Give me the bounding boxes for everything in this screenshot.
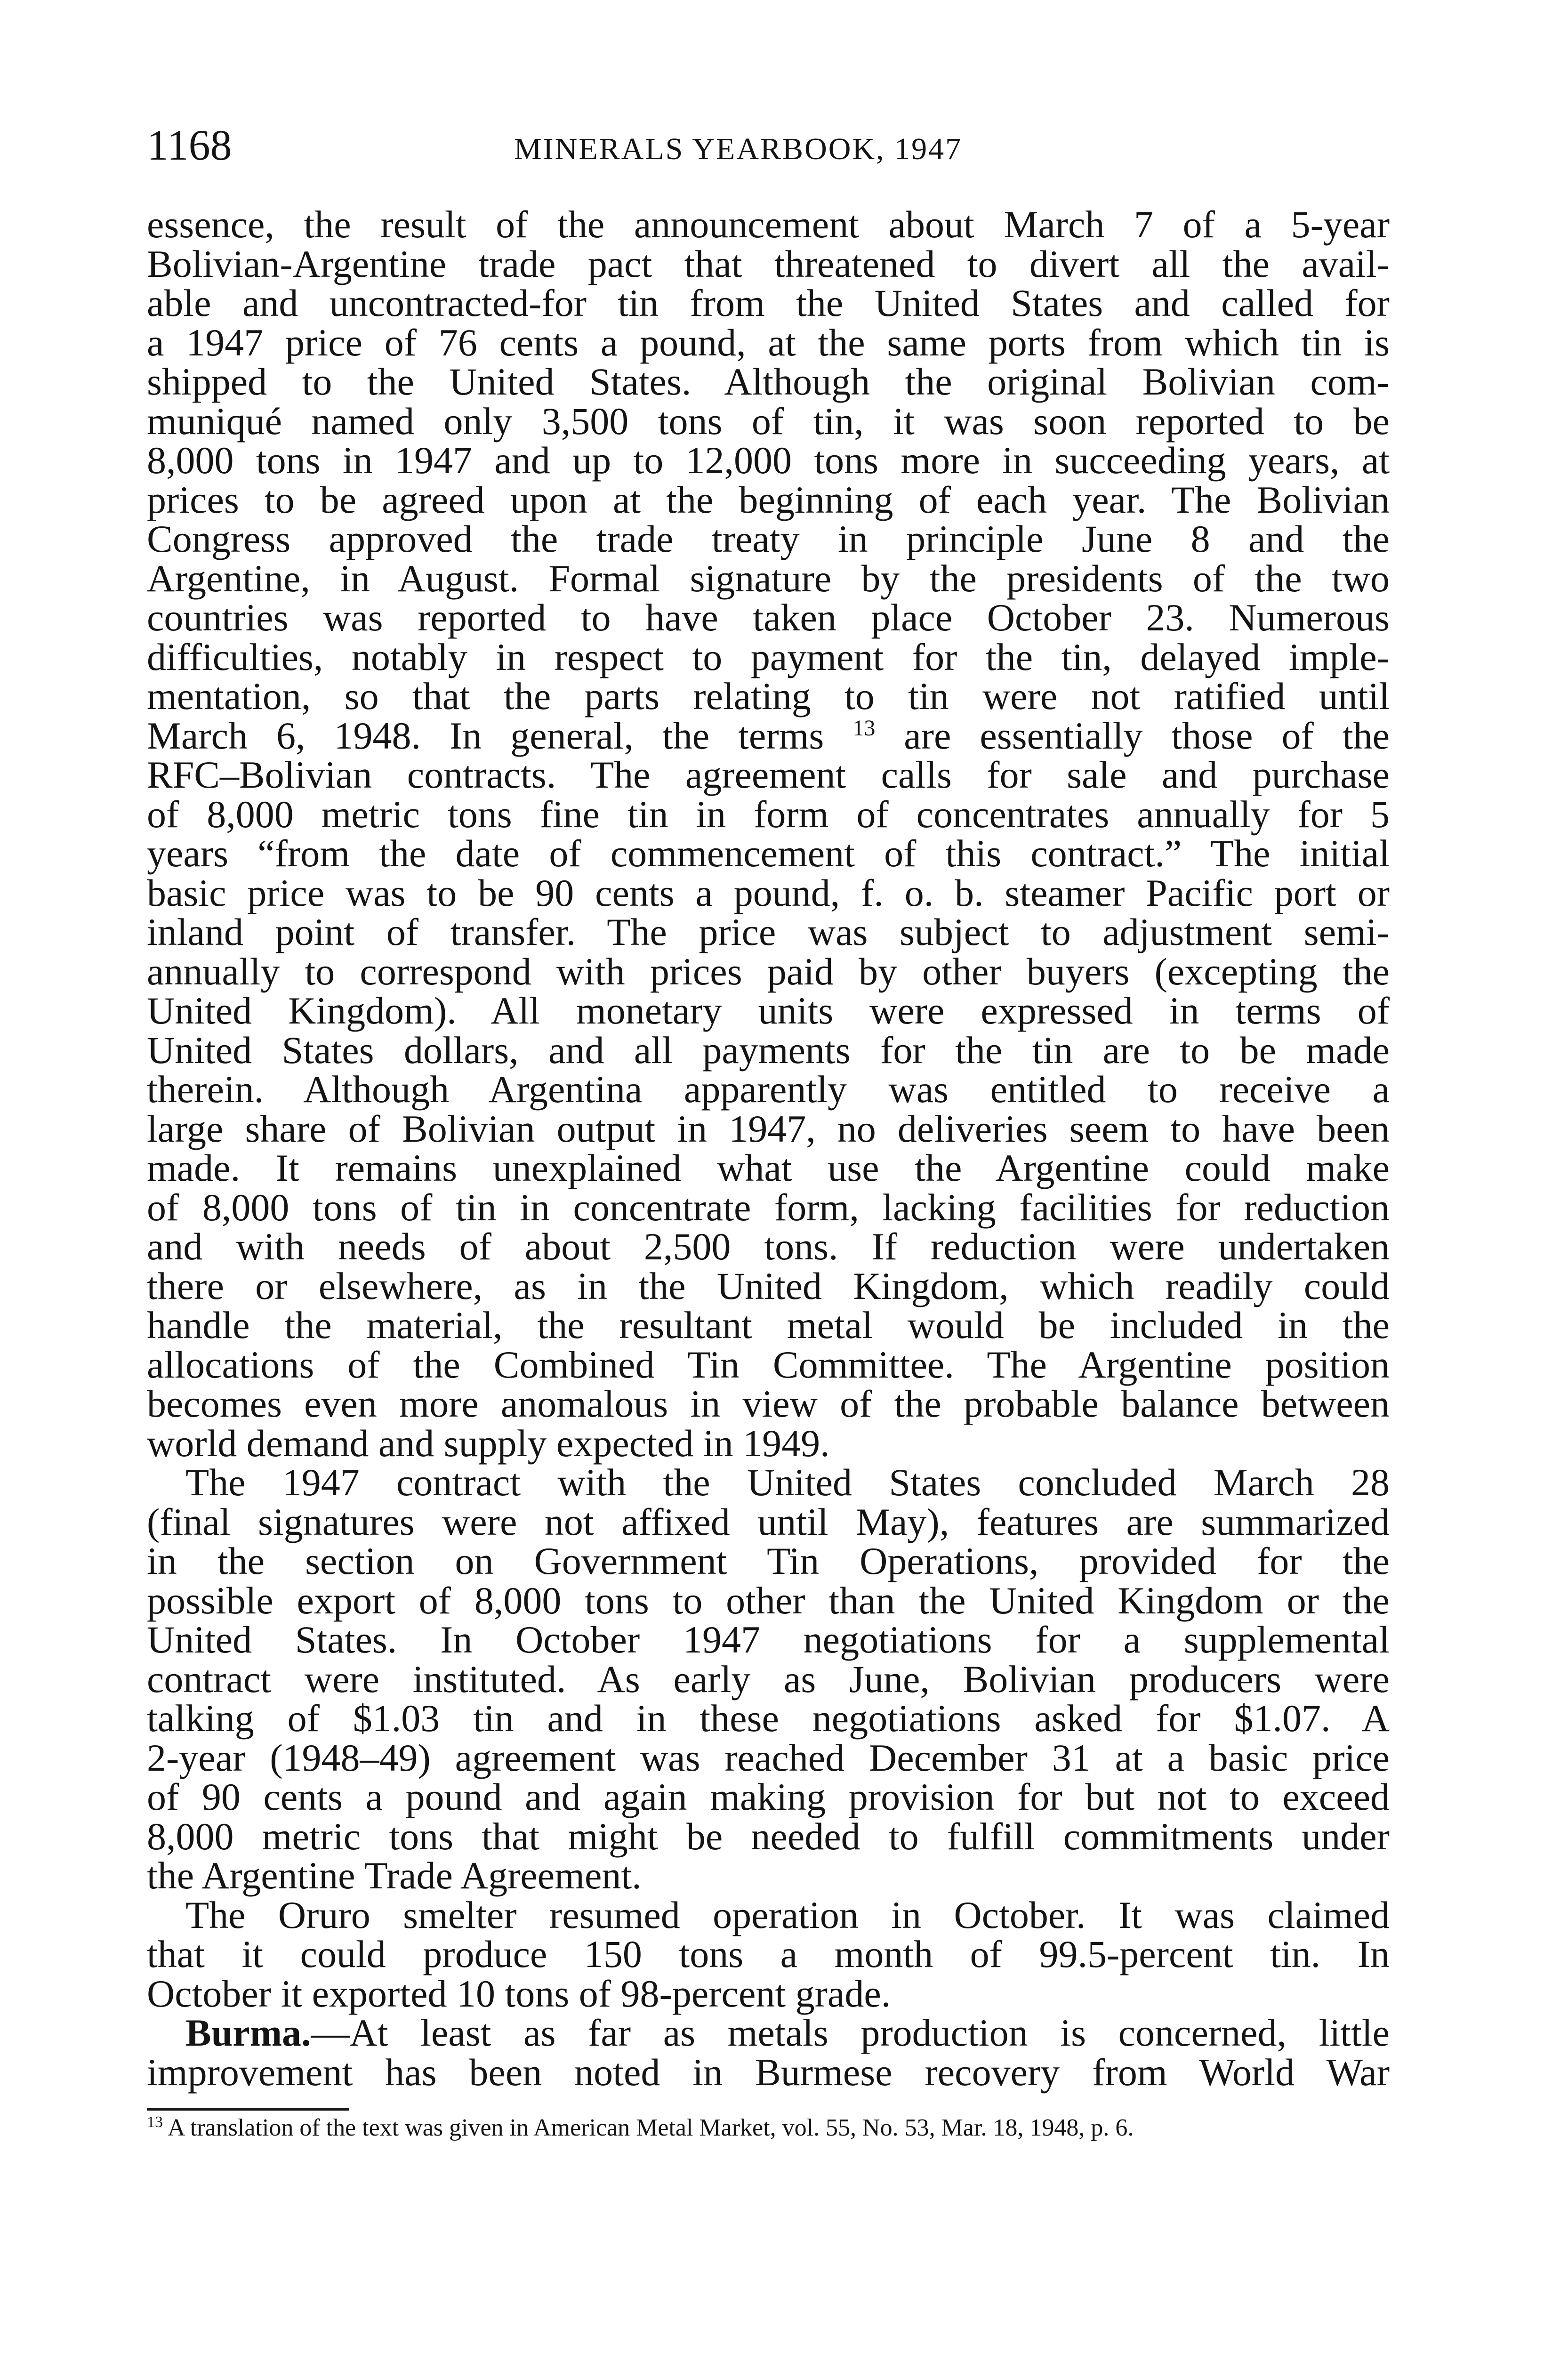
- text-line: possible export of 8,000 tons to other than the United Kingdom or the: [147, 1579, 1390, 1622]
- text-line: Bolivian-Argentine trade pact that threatened to divert all the avail-: [147, 242, 1390, 285]
- text-line: difficulties, notably in respect to payment for the tin, delayed imple-: [147, 635, 1390, 678]
- text-line: of 8,000 tons of tin in concentrate form, lacking facilities for reduction: [147, 1185, 1390, 1229]
- text-line: mentation, so that the parts relating to tin were not ratified until: [147, 675, 1390, 717]
- text-line: countries was reported to have taken place October 23. Numerous: [147, 596, 1390, 639]
- text-line: The Oruro smelter resumed operation in October. It was claimed: [185, 1893, 1390, 1936]
- section-run-in-heading: Burma.: [185, 2011, 311, 2054]
- text-line: improvement has been noted in Burmese recovery from World War: [147, 2050, 1390, 2094]
- text-line: allocations of the Combined Tin Committee. The Argentine position: [147, 1343, 1390, 1386]
- text-line: United States dollars, and all payments for the tin are to be made: [147, 1028, 1390, 1072]
- running-head: MINERALS YEARBOOK, 1947: [514, 132, 963, 166]
- text-segment: —At least as far as metals production is concerned, little: [311, 2011, 1390, 2054]
- text-line: 8,000 tons in 1947 and up to 12,000 tons more in succeeding years, at: [147, 439, 1390, 482]
- text-line: that it could produce 150 tons a month of 99.5-percent tin. In: [147, 1933, 1390, 1975]
- text-line: the Argentine Trade Agreement.: [147, 1854, 642, 1897]
- text-line: talking of $1.03 tin and in these negotiations asked for $1.07. A: [147, 1697, 1390, 1740]
- text-line: United States. In October 1947 negotiations for a supplemental: [147, 1618, 1390, 1661]
- text-line: years “from the date of commencement of this contract.” The initial: [147, 832, 1390, 875]
- text-line: able and uncontracted-for tin from the United States and called for: [147, 282, 1390, 324]
- text-segment: March 6, 1948. In general, the terms: [147, 714, 824, 757]
- text-line: RFC–Bolivian contracts. The agreement calls for sale and purchase: [147, 753, 1390, 796]
- text-line: (final signatures were not affixed until May), features are summarized: [147, 1500, 1390, 1543]
- text-line: handle the material, the resultant metal would be included in the: [147, 1304, 1390, 1346]
- text-line: a 1947 price of 76 cents a pound, at the same ports from which tin is: [147, 321, 1390, 364]
- text-line: annually to correspond with prices paid by other buyers (excepting the: [147, 950, 1390, 993]
- footnote-divider: [147, 2108, 349, 2111]
- text-line: 8,000 metric tons that might be needed to fulfill commitments under: [147, 1814, 1390, 1858]
- text-line: world demand and supply expected in 1949.: [147, 1421, 830, 1465]
- text-line: of 8,000 metric tons fine tin in form of concentrates annually for 5: [147, 792, 1390, 836]
- text-line: of 90 cents a pound and again making provision for but not to exceed: [147, 1775, 1390, 1818]
- text-line: contract were instituted. As early as June, Bolivian producers were: [147, 1657, 1390, 1701]
- footnote: [147, 2114, 1390, 2142]
- page-header: [147, 121, 1390, 173]
- text-line: prices to be agreed upon at the beginning of each year. The Bolivian: [147, 478, 1390, 521]
- text-line: inland point of transfer. The price was subject to adjustment semi-: [147, 911, 1390, 953]
- text-line: muniqué named only 3,500 tons of tin, it was soon reported to be: [147, 399, 1390, 443]
- text-line: Argentine, in August. Formal signature by the presidents of the two: [147, 556, 1390, 600]
- text-line-with-run-in-head: [147, 2013, 1390, 2053]
- text-line: and with needs of about 2,500 tons. If reduction were undertaken: [147, 1225, 1390, 1268]
- text-line: becomes even more anomalous in view of the probable balance between: [147, 1382, 1390, 1425]
- page-number: 1168: [147, 121, 232, 169]
- text-line: 2-year (1948–49) agreement was reached December 31 at a basic price: [147, 1736, 1390, 1779]
- footnote-text: A translation of the text was given in American Metal Market, vol. 55, No. 53, Mar. 18, 1948, p. 6.: [168, 2114, 1134, 2141]
- body-text: [147, 205, 1390, 2092]
- text-line-with-footnote: [147, 716, 1390, 756]
- text-line: shipped to the United States. Although the original Bolivian com-: [147, 360, 1390, 403]
- text-line: therein. Although Argentina apparently was entitled to receive a: [147, 1068, 1390, 1111]
- text-line: essence, the result of the announcement about March 7 of a 5-year: [147, 203, 1390, 246]
- text-line: Congress approved the trade treaty in principle June 8 and the: [147, 517, 1390, 560]
- text-line: basic price was to be 90 cents a pound, f. o. b. steamer Pacific port or: [147, 871, 1390, 914]
- text-line: United Kingdom). All monetary units were expressed in terms of: [147, 989, 1390, 1032]
- text-line: October it exported 10 tons of 98-percent grade.: [147, 1972, 891, 2015]
- text-line: large share of Bolivian output in 1947, no deliveries seem to have been: [147, 1107, 1390, 1150]
- paragraph-3: [147, 1895, 1390, 2014]
- text-segment: are essentially those of the: [904, 714, 1390, 757]
- text-line: The 1947 contract with the United States concluded March 28: [185, 1461, 1390, 1504]
- paragraph-1: [147, 205, 1390, 1463]
- text-line: there or elsewhere, as in the United Kingdom, which readily could: [147, 1264, 1390, 1307]
- footnote-marker: 13: [147, 2113, 163, 2131]
- paragraph-2: [147, 1463, 1390, 1895]
- text-line: made. It remains unexplained what use the Argentine could make: [147, 1146, 1390, 1189]
- text-line: in the section on Government Tin Operations, provided for the: [147, 1540, 1390, 1582]
- footnote-reference: 13: [852, 715, 876, 741]
- paragraph-4: [147, 2013, 1390, 2092]
